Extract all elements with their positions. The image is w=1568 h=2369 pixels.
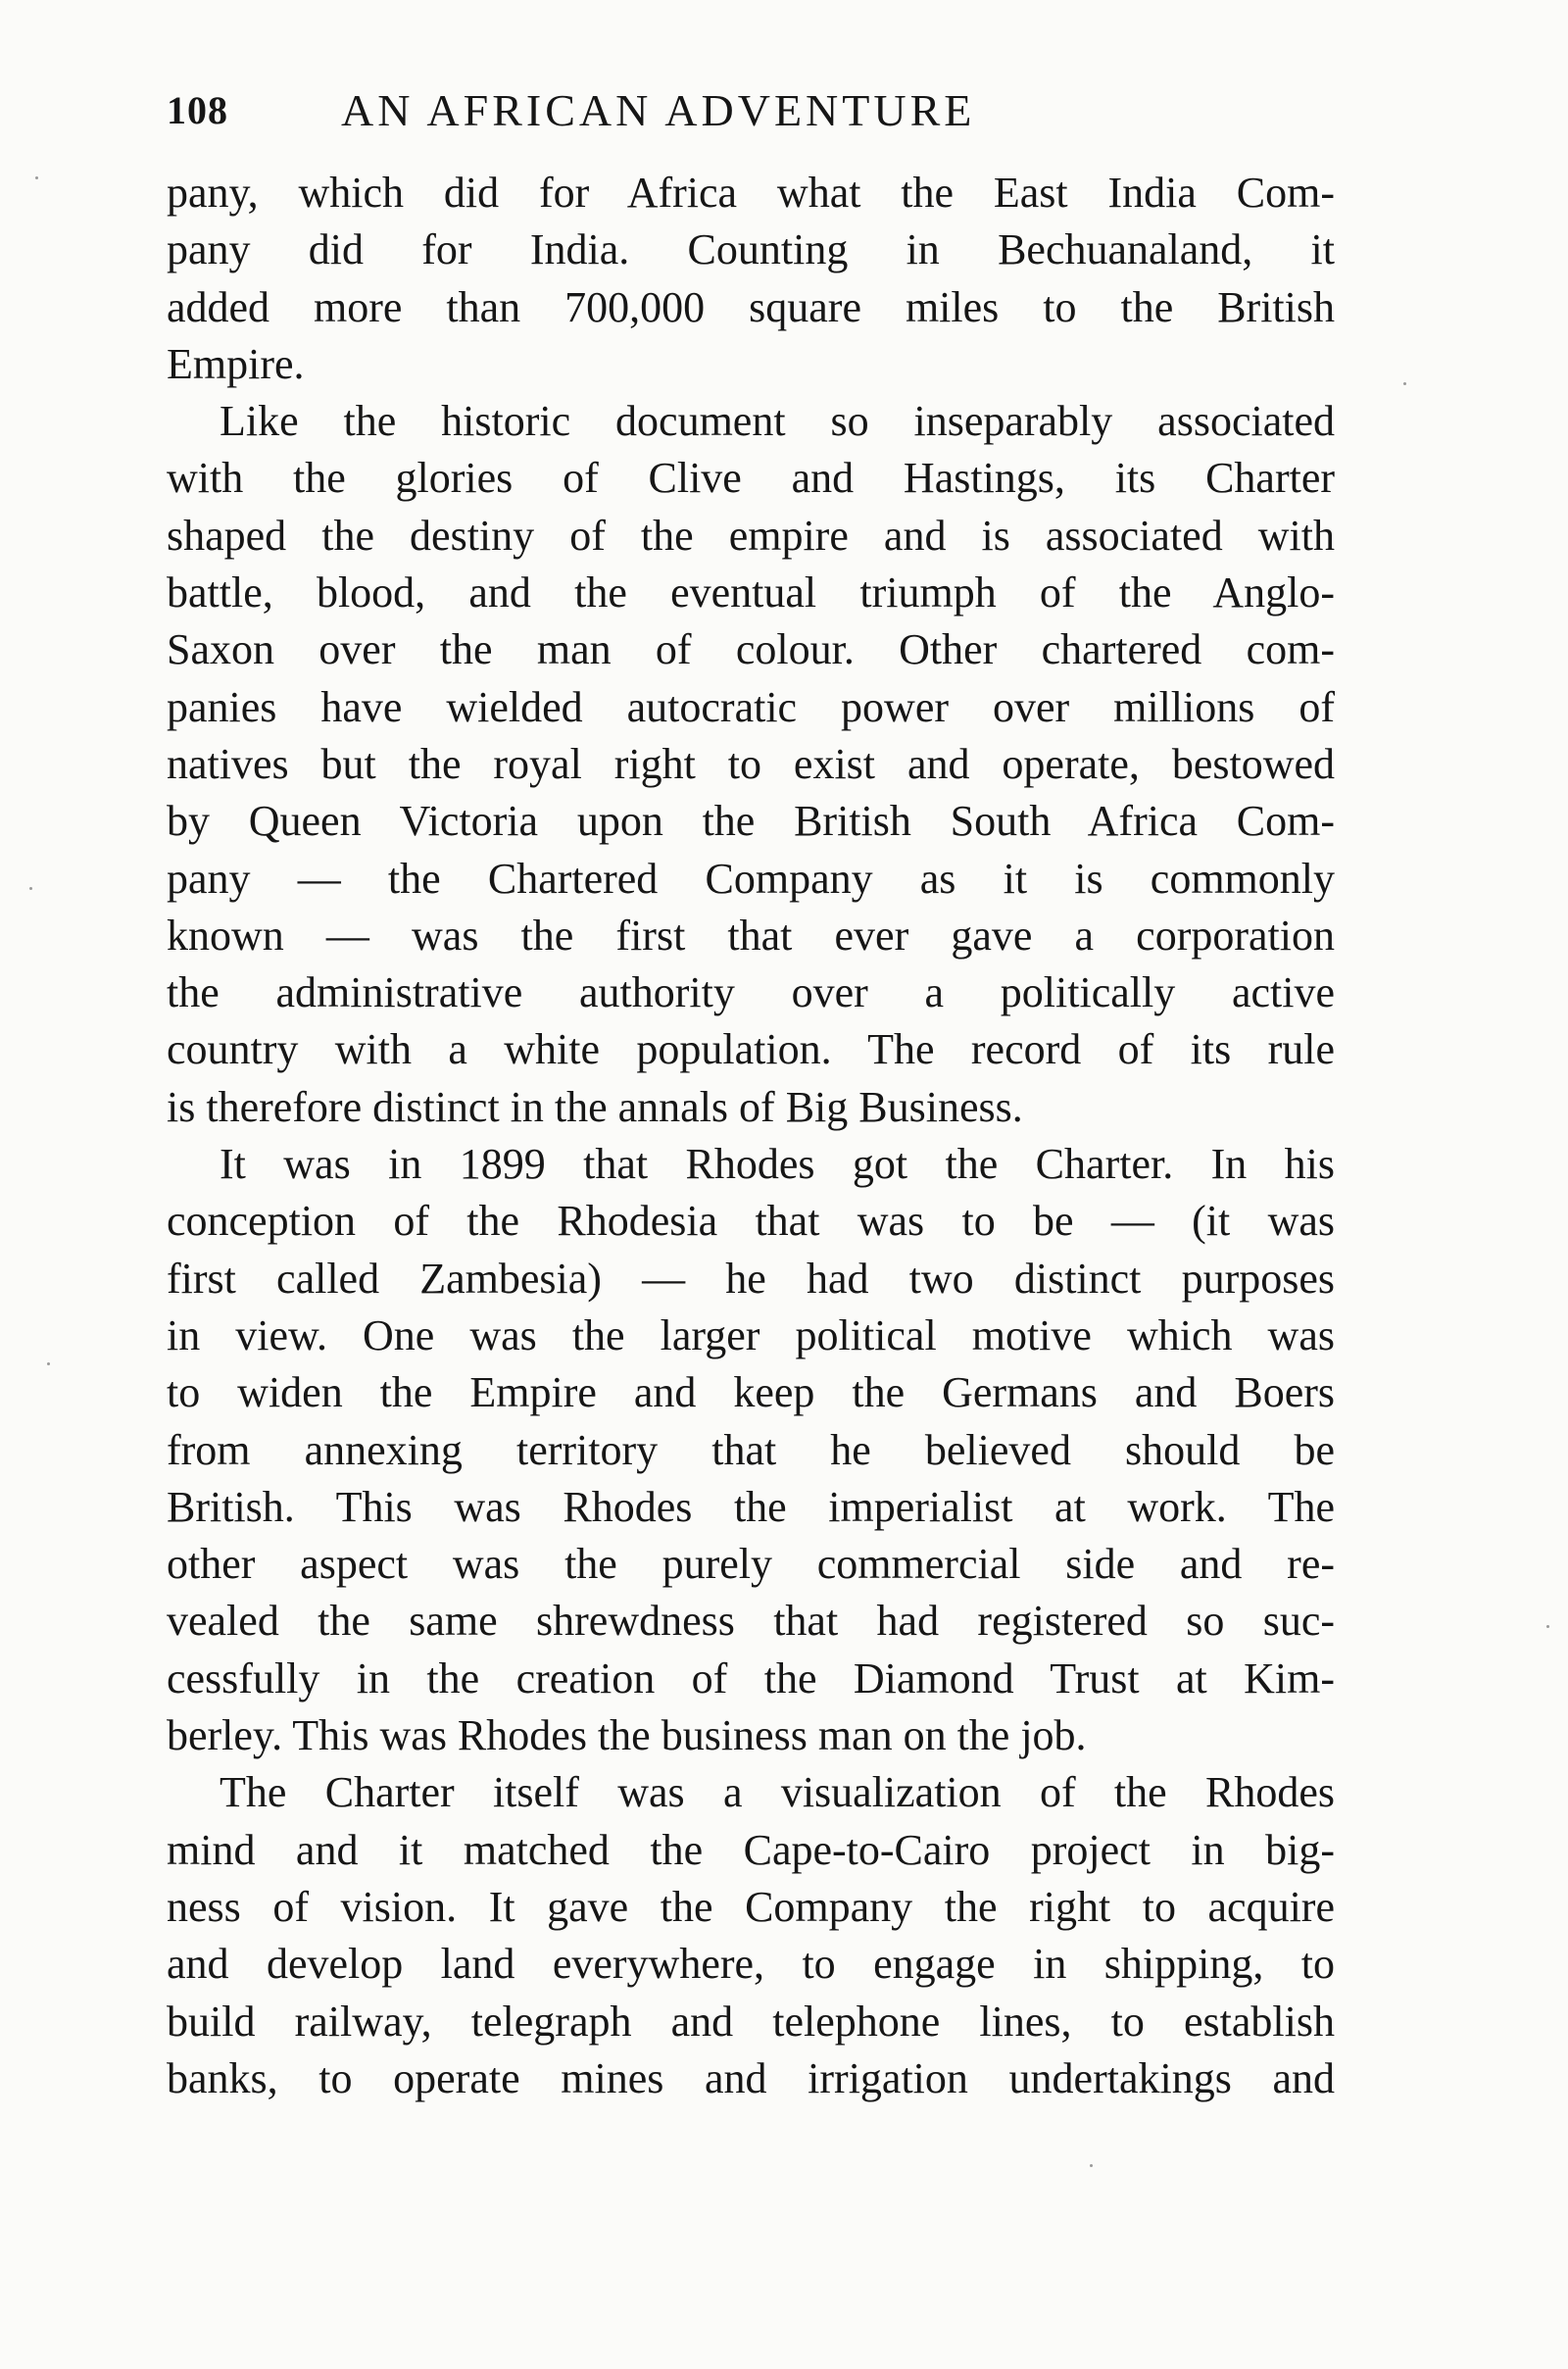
text-line: berley. This was Rhodes the business man on the job. <box>167 1711 1087 1760</box>
text-line: pany, which did for Africa what the East India Com- <box>167 169 1335 217</box>
paragraph <box>167 1764 1335 2107</box>
text-line: Like the historic document so inseparably associated <box>220 397 1335 446</box>
text-line: added more than 700,000 square miles to the British <box>167 282 1335 331</box>
body-text <box>167 165 1335 2107</box>
text-line: It was in 1899 that Rhodes got the Charter. In his <box>220 1140 1335 1189</box>
text-line: British. This was Rhodes the imperialist at work. The <box>167 1482 1335 1531</box>
text-line: build railway, telegraph and telephone lines, to establish <box>167 1997 1335 2046</box>
text-line: conception of the Rhodesia that was to be — (it was <box>167 1197 1335 1246</box>
text-line: known — was the first that ever gave a corporation <box>167 911 1335 960</box>
text-line: other aspect was the purely commercial side and re- <box>167 1540 1335 1589</box>
paper-speck <box>47 1362 50 1365</box>
text-line: to widen the Empire and keep the Germans and Boers <box>167 1368 1335 1417</box>
paper-speck <box>1090 2164 1093 2167</box>
text-line: shaped the destiny of the empire and is associated with <box>167 511 1335 560</box>
text-line: with the glories of Clive and Hastings, its Charter <box>167 454 1335 503</box>
text-line: by Queen Victoria upon the British South Africa Com- <box>167 797 1335 846</box>
paper-speck <box>29 887 32 890</box>
text-line: pany — the Chartered Company as it is commonly <box>167 854 1335 903</box>
text-line: Empire. <box>167 339 305 388</box>
text-line: country with a white population. The record of its rule <box>167 1025 1335 1074</box>
paper-speck <box>1546 1625 1549 1628</box>
text-line: The Charter itself was a visualization of the Rhodes <box>220 1768 1335 1817</box>
text-line: panies have wielded autocratic power over millions of <box>167 682 1335 731</box>
text-line: ness of vision. It gave the Company the right to acquire <box>167 1882 1335 1931</box>
text-line: battle, blood, and the eventual triumph of the Anglo- <box>167 568 1335 617</box>
text-line: the administrative authority over a politically active <box>167 968 1335 1017</box>
text-line: natives but the royal right to exist and operate, bestowed <box>167 739 1335 788</box>
text-line: and develop land everywhere, to engage in shipping, to <box>167 1940 1335 1989</box>
text-line: mind and it matched the Cape-to-Cairo project in big- <box>167 1825 1335 1874</box>
paper-speck <box>1403 382 1406 385</box>
text-line: is therefore distinct in the annals of Big Business. <box>167 1082 1023 1131</box>
running-head <box>167 76 1323 145</box>
text-line: cessfully in the creation of the Diamond Trust at Kim- <box>167 1653 1335 1703</box>
paragraph <box>167 1136 1335 1764</box>
running-title: AN AFRICAN ADVENTURE <box>341 85 976 135</box>
text-line: pany did for India. Counting in Bechuanaland, it <box>167 225 1335 274</box>
text-line: in view. One was the larger political motive which was <box>167 1310 1335 1359</box>
text-line: vealed the same shrewdness that had registered so suc- <box>167 1597 1335 1646</box>
text-line: banks, to operate mines and irrigation undertakings and <box>167 2053 1335 2102</box>
paper-speck <box>35 176 38 179</box>
paragraph <box>167 165 1335 393</box>
text-line: Saxon over the man of colour. Other chartered com- <box>167 625 1335 674</box>
paragraph <box>167 393 1335 1136</box>
page-number: 108 <box>167 88 228 132</box>
text-line: first called Zambesia) — he had two distinct purposes <box>167 1254 1335 1303</box>
text-line: from annexing territory that he believed should be <box>167 1425 1335 1474</box>
paragraph-list <box>167 165 1335 2107</box>
